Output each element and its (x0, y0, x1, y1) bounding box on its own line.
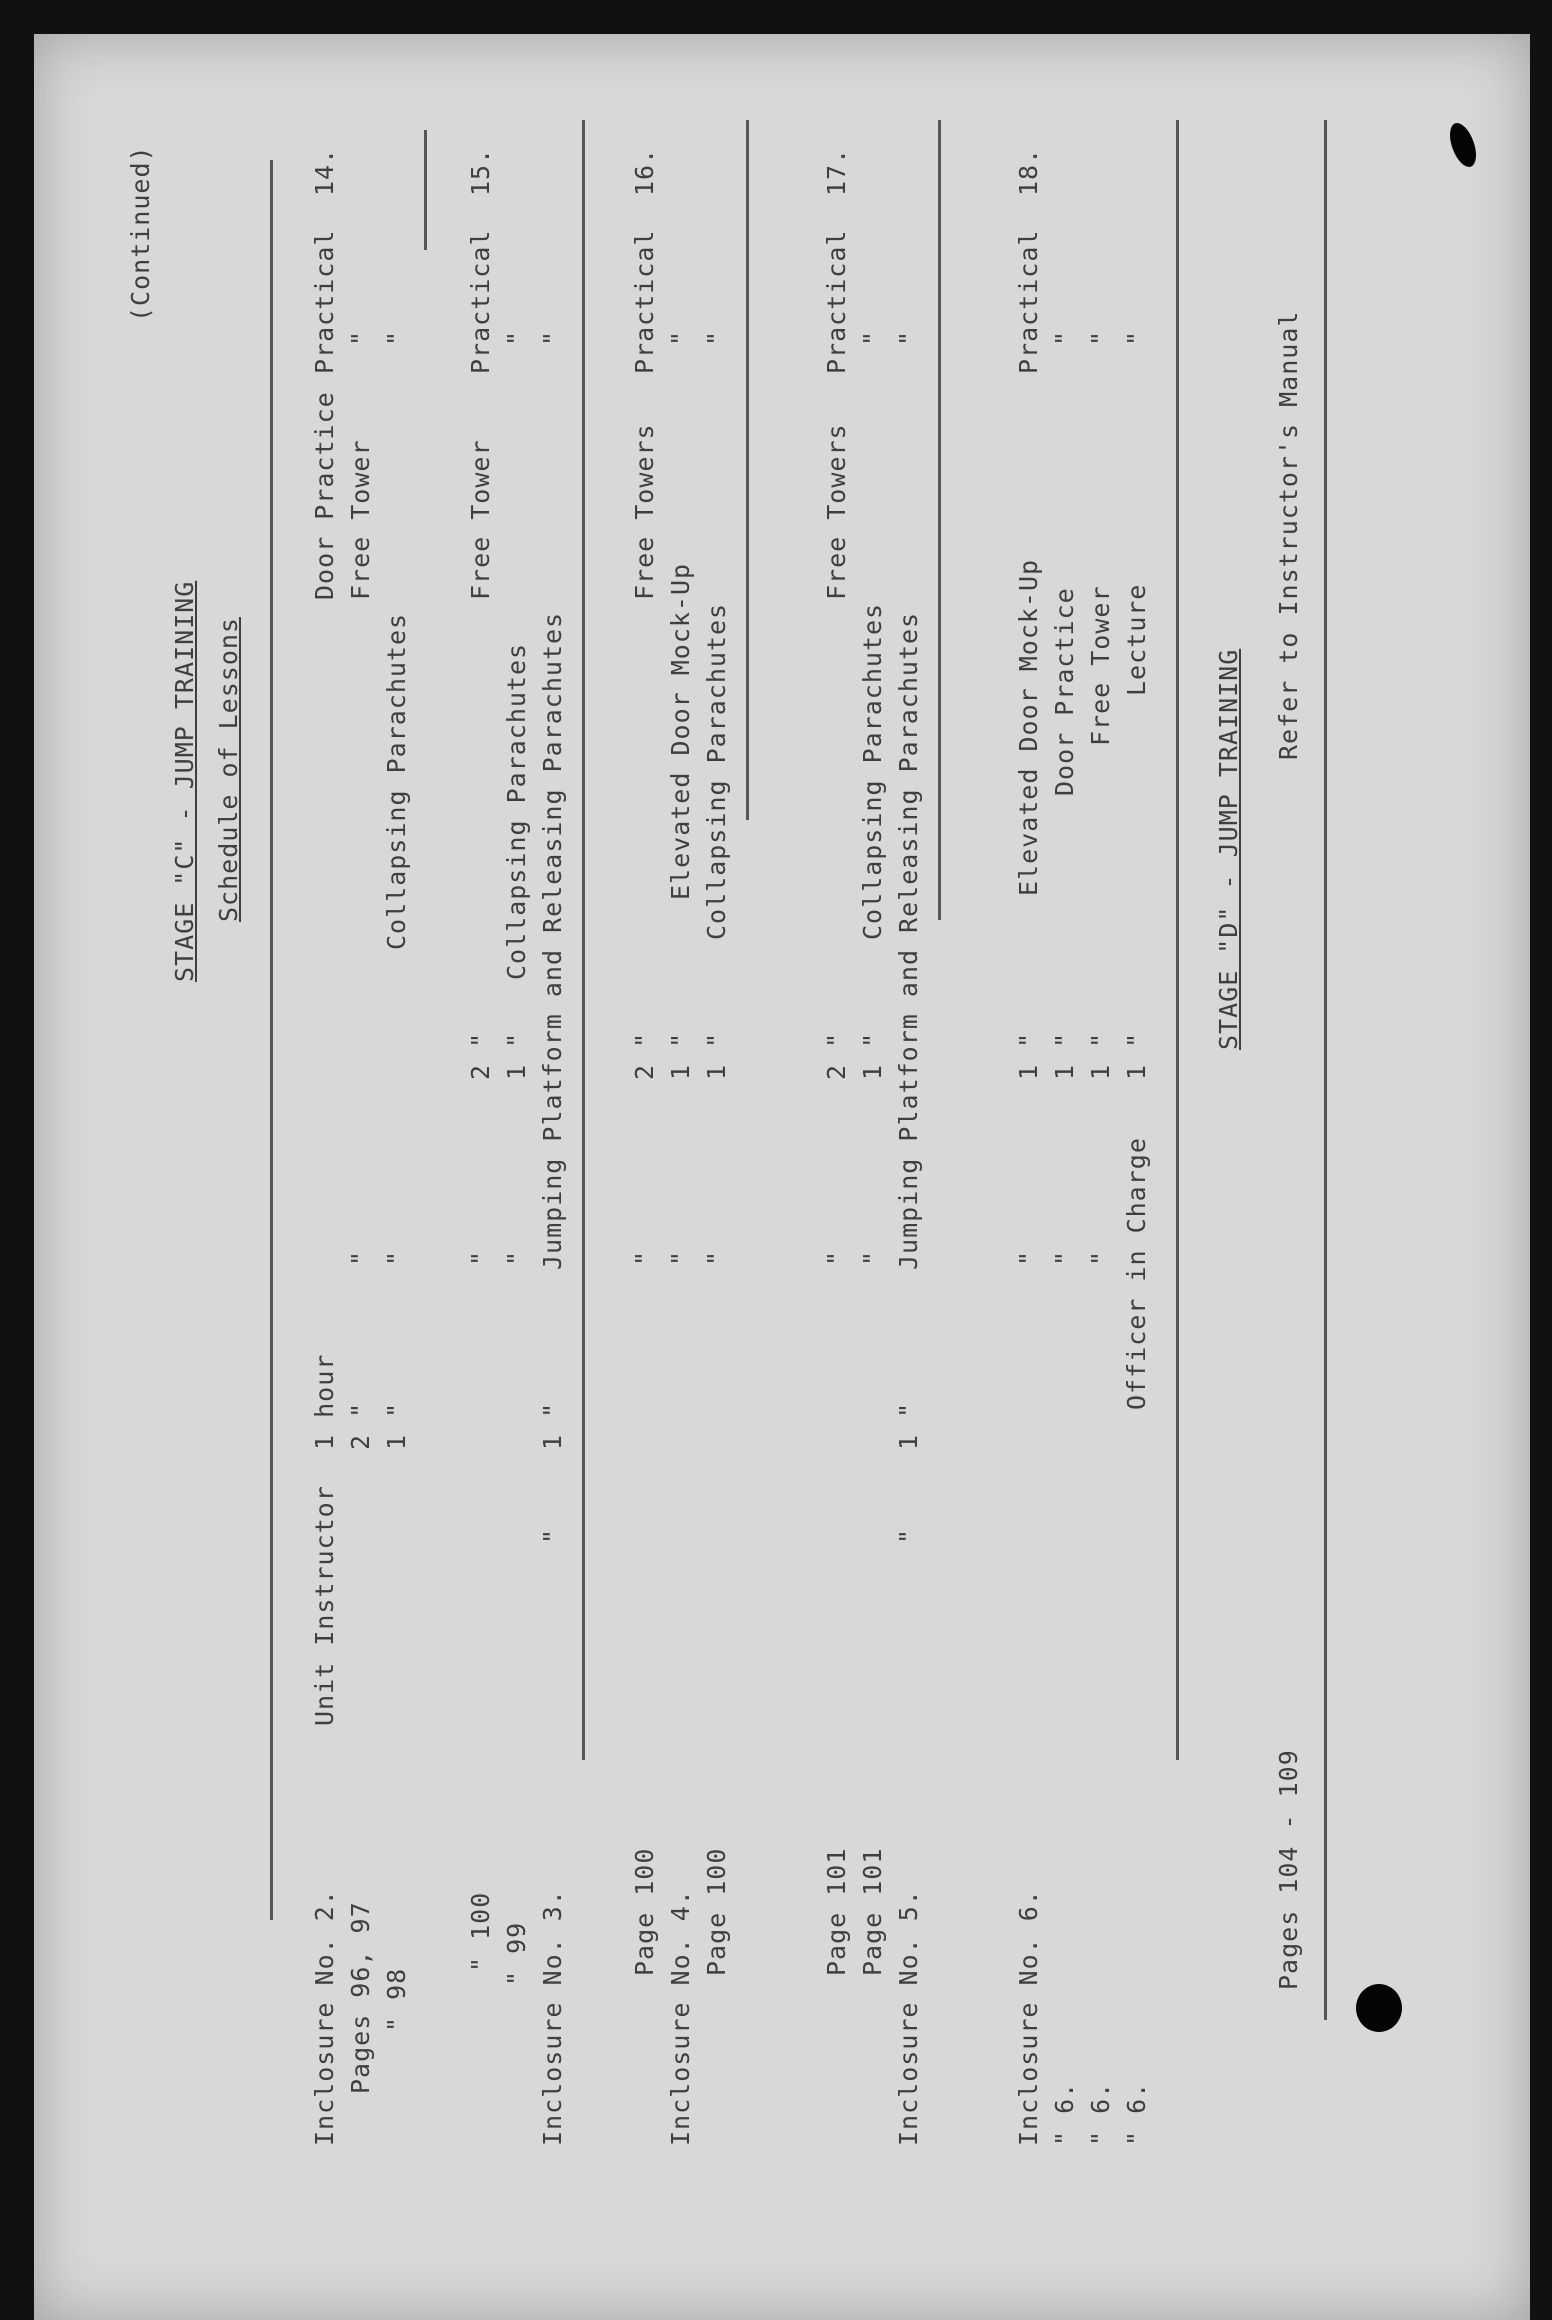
lesson-time: 2 " (466, 1031, 495, 1080)
row-rule (746, 120, 749, 820)
lesson-instructor: " (1050, 1249, 1079, 1266)
lesson-time: 1 " (894, 1401, 923, 1450)
lesson-subject: Free Towers (630, 423, 659, 600)
lesson-time: 1 " (502, 1031, 531, 1080)
lesson-instructor: " (382, 1249, 411, 1266)
lesson-reference: Page 101 (822, 1847, 851, 1976)
lesson-instructor: " (702, 1249, 731, 1266)
lesson-subject: Free Tower (346, 439, 375, 600)
lesson-type: " (666, 329, 695, 346)
lesson-type: " (1122, 329, 1151, 346)
lesson-subject: Elevated Door Mock-Up (1014, 558, 1043, 896)
lesson-type: Practical (310, 229, 339, 374)
lesson-number: 17. (822, 147, 851, 196)
lesson-subject: Door Practice (1050, 587, 1079, 796)
lesson-instructor: " (666, 1249, 695, 1266)
lesson-reference: Inclosure No. 4. (666, 1889, 695, 2146)
row-rule (1176, 120, 1179, 1760)
lesson-instructor: Officer in Charge (1122, 1137, 1151, 1410)
lesson-instructor: Unit Instructor (310, 1485, 339, 1726)
lesson-type: " (858, 329, 887, 346)
lesson-time: 1 hour (310, 1353, 339, 1450)
lesson-reference: Inclosure No. 3. (538, 1889, 567, 2146)
lesson-reference: Inclosure No. 2. (310, 1889, 339, 2146)
lesson-reference: Page 100 (630, 1847, 659, 1976)
lesson-instructor: " (1086, 1249, 1115, 1266)
lesson-reference: Inclosure No. 5. (894, 1889, 923, 2146)
lesson-instructor: " (466, 1249, 495, 1266)
lesson-reference: " 99 (502, 1921, 531, 1986)
lesson-type: " (894, 329, 923, 346)
lesson-subject: Free Tower (1086, 585, 1115, 746)
lesson-instructor: " (858, 1249, 887, 1266)
lesson-reference: " 6. (1086, 2081, 1115, 2146)
lesson-type: " (1086, 329, 1115, 346)
lesson-subject: Collapsing Parachutes (502, 642, 531, 980)
lesson-time: 1 " (666, 1031, 695, 1080)
lesson-time: 1 " (1014, 1031, 1043, 1080)
lesson-subject: Jumping Platform and Releasing Parachutes (538, 611, 567, 1270)
lesson-time: 2 " (346, 1401, 375, 1450)
lesson-type: Practical (466, 229, 495, 374)
lesson-time: 1 " (382, 1401, 411, 1450)
lesson-time: 1 " (702, 1031, 731, 1080)
lesson-reference: " 6. (1050, 2081, 1079, 2146)
lesson-instructor: " (502, 1249, 531, 1266)
lesson-instructor: " (538, 1527, 567, 1544)
lesson-type: Practical (1014, 229, 1043, 374)
lesson-instructor: " (346, 1249, 375, 1266)
lesson-time: 2 " (822, 1031, 851, 1080)
lesson-subject: Door Practice (310, 391, 339, 600)
lesson-type: " (382, 329, 411, 346)
lesson-number: 16. (630, 147, 659, 196)
lesson-reference: Page 100 (702, 1847, 731, 1976)
lesson-subject: Free Tower (466, 439, 495, 600)
lesson-type: " (1050, 329, 1079, 346)
lesson-type: " (702, 329, 731, 346)
lesson-subject: Collapsing Parachutes (858, 602, 887, 940)
continued-note: (Continued) (126, 145, 155, 322)
lesson-reference: Pages 96, 97 (346, 1901, 375, 2094)
stage-d-title: STAGE "D" - JUMP TRAINING (1214, 648, 1243, 1050)
lesson-reference: " 6. (1122, 2081, 1151, 2146)
row-rule (424, 130, 427, 250)
lesson-time: 1 " (1050, 1031, 1079, 1080)
lesson-subject: Free Towers (822, 423, 851, 600)
lesson-subject: Collapsing Parachutes (702, 602, 731, 940)
lesson-instructor: " (1014, 1249, 1043, 1266)
lesson-number: 14. (310, 147, 339, 196)
lesson-time: 1 " (538, 1401, 567, 1450)
document-page (34, 34, 1530, 2320)
row-rule (938, 120, 941, 920)
schedule-title: Schedule of Lessons (214, 617, 243, 922)
lesson-reference: " 98 (382, 1967, 411, 2032)
lesson-time: 1 " (1086, 1031, 1115, 1080)
punch-hole (1356, 1984, 1402, 2032)
lesson-instructor: " (630, 1249, 659, 1266)
lesson-number: 15. (466, 147, 495, 196)
lesson-type: " (346, 329, 375, 346)
stage-d-note: Refer to Instructor's Manual (1274, 310, 1303, 760)
lesson-time: 1 " (858, 1031, 887, 1080)
lesson-type: Practical (630, 229, 659, 374)
table-bottom-rule (1324, 120, 1327, 2020)
lesson-subject: Lecture (1122, 583, 1151, 696)
row-rule (582, 120, 585, 1760)
lesson-instructor: " (894, 1527, 923, 1544)
lesson-reference: Inclosure No. 6. (1014, 1889, 1043, 2146)
lesson-reference: " 100 (466, 1891, 495, 1972)
table-top-rule (270, 160, 273, 1920)
lesson-subject: Elevated Door Mock-Up (666, 562, 695, 900)
lesson-type: " (538, 329, 567, 346)
lesson-time: 2 " (630, 1031, 659, 1080)
lesson-time: 1 " (1122, 1031, 1151, 1080)
lesson-subject: Collapsing Parachutes (382, 612, 411, 950)
lesson-type: Practical (822, 229, 851, 374)
stage-d-reference: Pages 104 - 109 (1274, 1749, 1303, 1990)
lesson-instructor: " (822, 1249, 851, 1266)
lesson-reference: Page 101 (858, 1847, 887, 1976)
lesson-number: 18. (1014, 147, 1043, 196)
lesson-subject: Jumping Platform and Releasing Parachutes (894, 611, 923, 1270)
lesson-type: " (502, 329, 531, 346)
stage-c-title: STAGE "C" - JUMP TRAINING (170, 580, 199, 982)
rotated-document (34, 34, 1530, 2320)
